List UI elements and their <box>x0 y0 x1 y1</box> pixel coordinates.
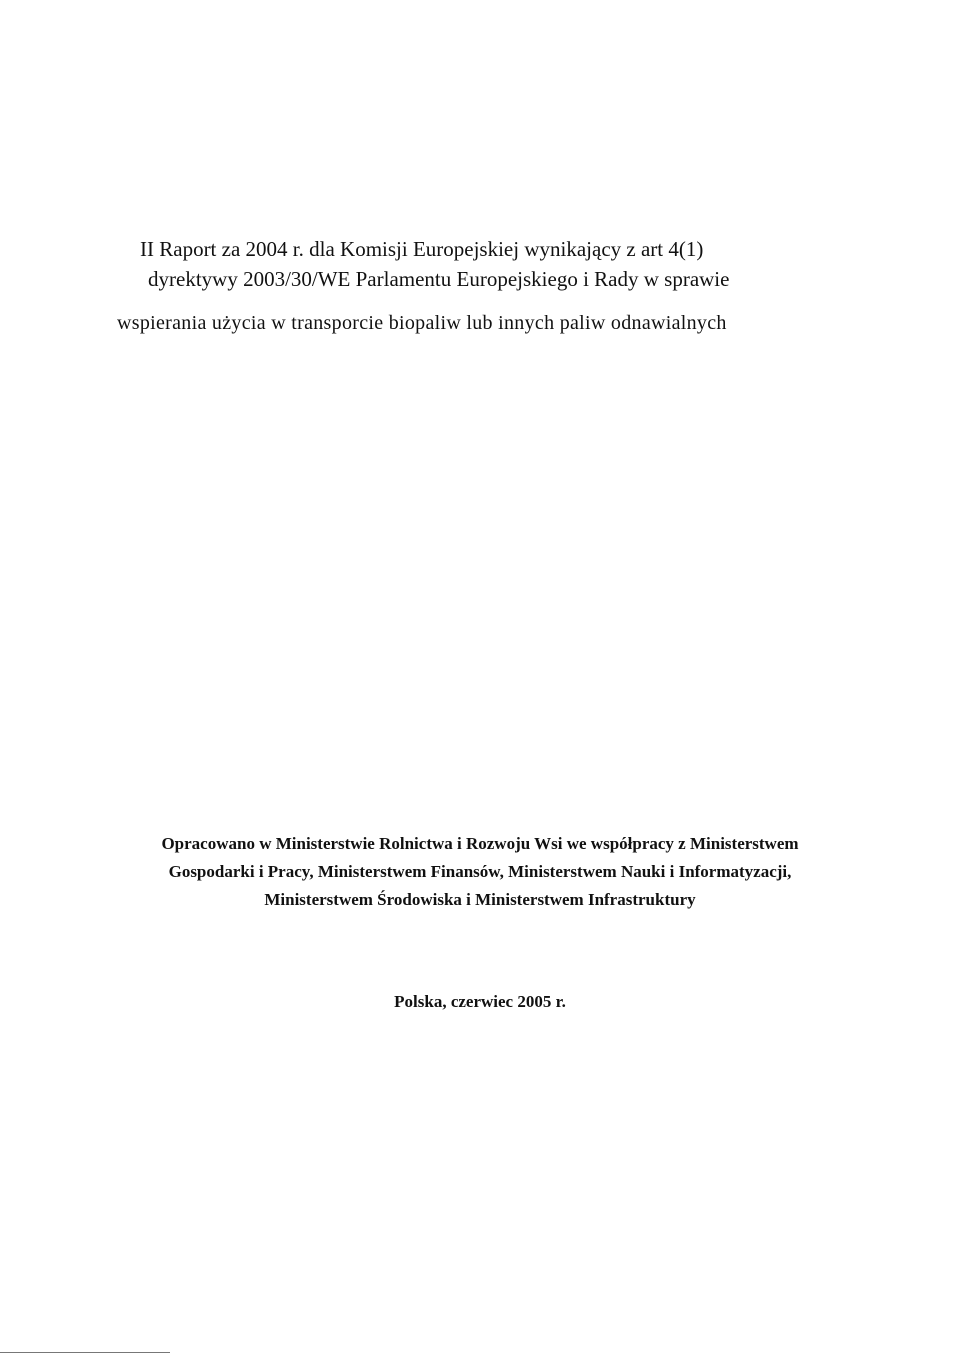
prepared-by-line-2: Gospodarki i Pracy, Ministerstwem Finansów, Ministerstwem Nauki i Informatyzacji, <box>168 862 792 881</box>
prepared-by-line-1: Opracowano w Ministerstwie Rolnictwa i Rozwoju Wsi we współpracy z Ministerstwem <box>161 834 799 853</box>
title-line-2: dyrektywy 2003/30/WE Parlamentu Europejskiego i Rady w sprawie <box>148 267 730 291</box>
prepared-by-line-3: Ministerstwem Środowiska i Ministerstwem Infrastruktury <box>264 890 696 909</box>
place-date: Polska, czerwiec 2005 r. <box>394 992 566 1011</box>
title-line-3: wspierania użycia w transporcie biopaliw lub innych paliw odnawialnych <box>117 312 727 334</box>
title-line-1: II Raport za 2004 r. dla Komisji Europejskiej wynikający z art 4(1) <box>140 237 704 261</box>
scan-edge-line <box>0 1352 170 1353</box>
prepared-by <box>0 830 960 914</box>
